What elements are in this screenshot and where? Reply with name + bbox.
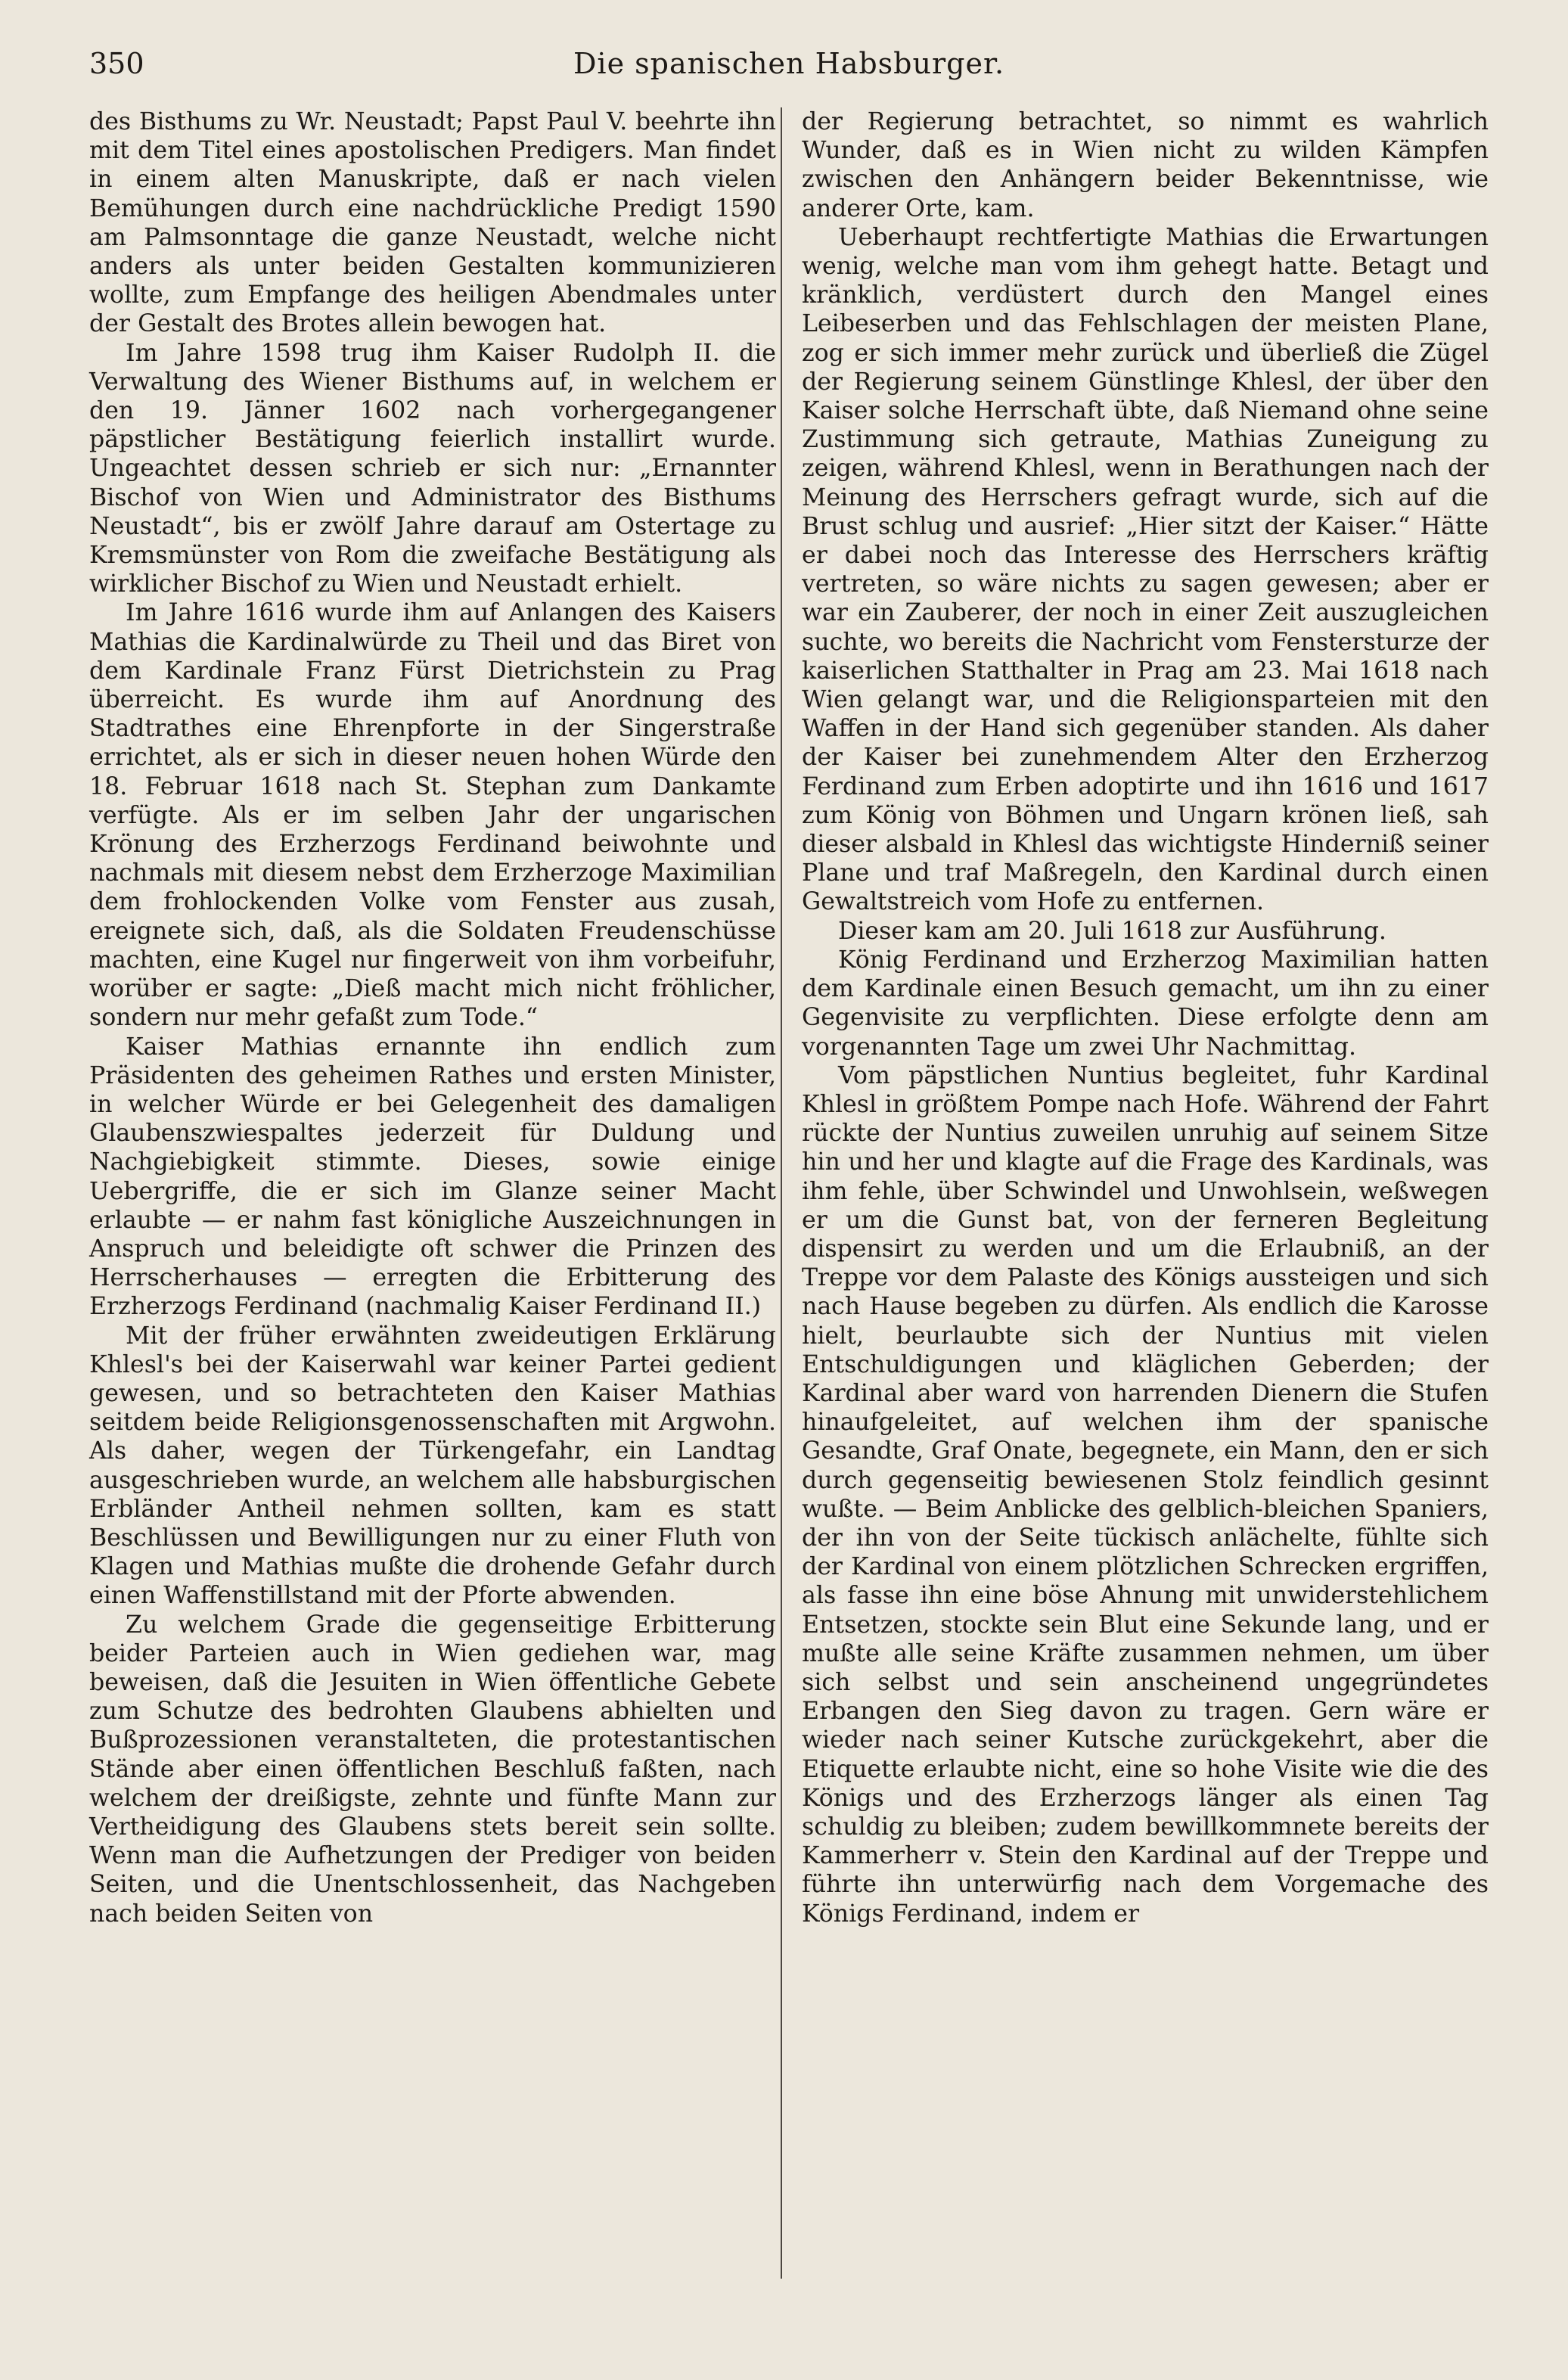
- paragraph: Ueberhaupt rechtfertigte Mathias die Erwartungen wenig, welche man vom ihm gehegt hatte. Betagt und kränklich, verdüstert durch den Mangel eines Leibeserben und das Fehlschlagen der meisten Plane, zog er sich immer mehr zurück und überließ die Zügel der Regierung seinem Günstlinge Khlesl, der über den Kaiser solche Herrschaft übte, daß Niemand ohne seine Zustimmung sich getraute, Mathias Zuneigung zu zeigen, während Khlesl, wenn in Berathungen nach der Meinung des Herrschers gefragt wurde, sich auf die Brust schlug und ausrief: „Hier sitzt der Kaiser.“ Hätte er dabei noch das Interesse des Herrschers kräftig vertreten, so wäre nichts zu sagen gewesen; aber er war ein Zauberer, der noch in einer Zeit auszugleichen suchte, wo bereits die Nachricht vom Fenstersturze der kaiserlichen Statthalter in Prag am 23. Mai 1618 nach Wien gelangt war, und die Religionsparteien mit den Waffen in der Hand sich gegenüber standen. Als daher der Kaiser bei zunehmendem Alter den Erzherzog Ferdinand zum Erben adoptirte und ihn 1616 und 1617 zum König von Böhmen und Ungarn krönen ließ, sah dieser alsbald in Khlesl das wichtigste Hinderniß seiner Plane und traf Maßregeln, den Kardinal durch einen Gewaltstreich vom Hofe zu entfernen.: [802, 223, 1489, 916]
- paragraph: Vom päpstlichen Nuntius begleitet, fuhr Kardinal Khlesl in größtem Pompe nach Hofe. Während der Fahrt rückte der Nuntius zuweilen unruhig auf seinem Sitze hin und her und klagte auf die Frage des Kardinals, was ihm fehle, über Schwindel und Unwohlsein, weßwegen er um die Gunst bat, von der ferneren Begleitung dispensirt zu werden und um die Erlaubniß, an der Treppe vor dem Palaste des Königs aussteigen und sich nach Hause begeben zu dürfen. Als endlich die Karosse hielt, beurlaubte sich der Nuntius mit vielen Entschuldigungen und kläglichen Geberden; der Kardinal aber ward von harrenden Dienern die Stufen hinaufgeleitet, auf welchen ihm der spanische Gesandte, Graf Onate, begegnete, ein Mann, den er sich durch gegenseitig bewiesenen Stolz feindlich gesinnt wußte. — Beim Anblicke des gelblich-bleichen Spaniers, der ihn von der Seite tückisch anlächelte, fühlte sich der Kardinal von einem plötzlichen Schrecken ergriffen, als fasse ihn eine böse Ahnung mit unwiderstehlichem Entsetzen, stockte sein Blut eine Sekunde lang, und er mußte alle seine Kräfte zusammen nehmen, um über sich selbst und sein anscheinend ungegründetes Erbangen den Sieg davon zu tragen. Gern wäre er wieder nach seiner Kutsche zurückgekehrt, aber die Etiquette erlaubte nicht, eine so hohe Visite wie die des Königs und des Erzherzogs länger als einen Tag schuldig zu bleiben; zudem bewillkommnete bereits der Kammerherr v. Stein den Kardinal auf der Treppe und führte ihn unterwürfig nach dem Vorgemache des Königs Ferdinand, indem er: [802, 1061, 1489, 1928]
- paragraph: Kaiser Mathias ernannte ihn endlich zum Präsidenten des geheimen Rathes und ersten Minister, in welcher Würde er bei Gelegenheit des damaligen Glaubenszwiespaltes jederzeit für Duldung und Nachgiebigkeit stimmte. Dieses, sowie einige Uebergriffe, die er sich im Glanze seiner Macht erlaubte — er nahm fast königliche Auszeichnungen in Anspruch und beleidigte oft schwer die Prinzen des Herrscherhauses — erregten die Erbitterung des Erzherzogs Ferdinand (nachmalig Kaiser Ferdinand II.): [89, 1033, 776, 1321]
- paragraph: des Bisthums zu Wr. Neustadt; Papst Paul V. beehrte ihn mit dem Titel eines apostolischen Predigers. Man findet in einem alten Manuskripte, daß er nach vielen Bemühungen durch eine nachdrückliche Predigt 1590 am Palmsonntage die ganze Neustadt, welche nicht anders als unter beiden Gestalten kommunizieren wollte, zum Empfange des heiligen Abendmales unter der Gestalt des Brotes allein bewogen hat.: [89, 108, 776, 338]
- page-number: 350: [89, 47, 144, 80]
- paragraph: König Ferdinand und Erzherzog Maximilian hatten dem Kardinale einen Besuch gemacht, um ihn zu einer Gegenvisite zu verpflichten. Diese erfolgte denn am vorgenannten Tage um zwei Uhr Nachmittag.: [802, 946, 1489, 1061]
- column-divider: [781, 107, 782, 2279]
- running-title: Die spanischen Habsburger.: [573, 47, 1005, 80]
- paragraph: der Regierung betrachtet, so nimmt es wahrlich Wunder, daß es in Wien nicht zu wilden Kämpfen zwischen den Anhängern beider Bekenntnisse, wie anderer Orte, kam.: [802, 108, 1489, 222]
- paragraph: Mit der früher erwähnten zweideutigen Erklärung Khlesl's bei der Kaiserwahl war keiner Partei gedient gewesen, und so betrachteten den Kaiser Mathias seitdem beide Religionsgenossenschaften mit Argwohn. Als daher, wegen der Türkengefahr, ein Landtag ausgeschrieben wurde, an welchem alle habsburgischen Erbländer Antheil nehmen sollten, kam es statt Beschlüssen und Bewilligungen nur zu einer Fluth von Klagen und Mathias mußte die drohende Gefahr durch einen Waffenstillstand mit der Pforte abwenden.: [89, 1322, 776, 1610]
- left-column: [89, 107, 776, 1928]
- right-column: [802, 107, 1489, 1928]
- paragraph: Im Jahre 1598 trug ihm Kaiser Rudolph II. die Verwaltung des Wiener Bisthums auf, in welchem er den 19. Jänner 1602 nach vorhergegangener päpstlicher Bestätigung feierlich installirt wurde. Ungeachtet dessen schrieb er sich nur: „Ernannter Bischof von Wien und Administrator des Bisthums Neustadt“, bis er zwölf Jahre darauf am Ostertage zu Kremsmünster von Rom die zweifache Bestätigung als wirklicher Bischof zu Wien und Neustadt erhielt.: [89, 339, 776, 598]
- page-header: [89, 47, 1489, 92]
- paragraph: Im Jahre 1616 wurde ihm auf Anlangen des Kaisers Mathias die Kardinalwürde zu Theil und das Biret von dem Kardinale Franz Fürst Dietrichstein zu Prag überreicht. Es wurde ihm auf Anordnung des Stadtrathes eine Ehrenpforte in der Singerstraße errichtet, als er sich in dieser neuen hohen Würde den 18. Februar 1618 nach St. Stephan zum Dankamte verfügte. Als er im selben Jahr der ungarischen Krönung des Erzherzogs Ferdinand beiwohnte und nachmals mit diesem nebst dem Erzherzoge Maximilian dem frohlockenden Volke vom Fenster aus zusah, ereignete sich, daß, als die Soldaten Freudenschüsse machten, eine Kugel nur fingerweit von ihm vorbeifuhr, worüber er sagte: „Dieß macht mich nicht fröhlicher, sondern nur mehr gefaßt zum Tode.“: [89, 599, 776, 1032]
- paragraph: Zu welchem Grade die gegenseitige Erbitterung beider Parteien auch in Wien gediehen war, mag beweisen, daß die Jesuiten in Wien öffentliche Gebete zum Schutze des bedrohten Glaubens abhielten und Bußprozessionen veranstalteten, die protestantischen Stände aber einen öffentlichen Beschluß faßten, nach welchem der dreißigste, zehnte und fünfte Mann zur Vertheidigung des Glaubens stets bereit sein sollte. Wenn man die Aufhetzungen der Prediger von beiden Seiten, und die Unentschlossenheit, das Nachgeben nach beiden Seiten von: [89, 1611, 776, 1928]
- paragraph: Dieser kam am 20. Juli 1618 zur Ausführung.: [838, 917, 1386, 945]
